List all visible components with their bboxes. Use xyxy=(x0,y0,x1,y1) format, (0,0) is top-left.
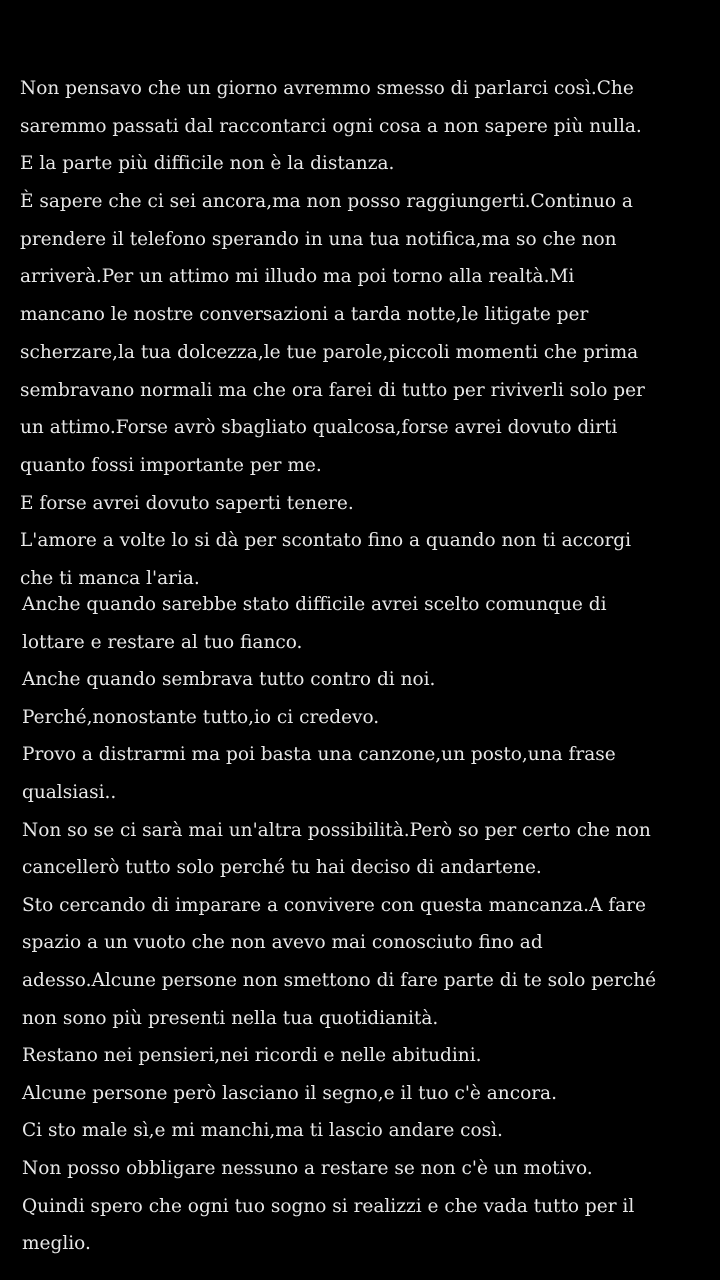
text-line: Provo a distrarmi ma poi basta una canzone,un posto,una frase xyxy=(22,744,616,766)
text-line: È sapere che ci sei ancora,ma non posso raggiungerti.Continuo a xyxy=(20,191,633,213)
text-line: Alcune persone però lasciano il segno,e il tuo c'è ancora. xyxy=(22,1082,557,1104)
text-line: Sto cercando di imparare a convivere con questa mancanza.A fare xyxy=(22,894,646,916)
text-line: Non so se ci sarà mai un'altra possibilità.Però so per certo che non xyxy=(22,819,651,841)
text-line: spazio a un vuoto che non avevo mai conosciuto fino ad xyxy=(22,932,543,954)
text-line: Quindi spero che ogni tuo sogno si realizzi e che vada tutto per il xyxy=(22,1195,635,1217)
text-line: non sono più presenti nella tua quotidianità. xyxy=(22,1007,439,1029)
text-line: Anche quando sembrava tutto contro di noi. xyxy=(22,669,436,691)
text-line: E la parte più difficile non è la distanza. xyxy=(20,153,395,175)
text-line: prendere il telefono sperando in una tua notifica,ma so che non xyxy=(20,228,617,250)
text-line: L'amore a volte lo si dà per scontato fino a quando non ti accorgi xyxy=(20,530,632,552)
text-block-1 xyxy=(20,70,710,598)
text-line: un attimo.Forse avrò sbagliato qualcosa,forse avrei dovuto dirti xyxy=(20,417,618,439)
text-line: Non pensavo che un giorno avremmo smesso di parlarci così.Che xyxy=(20,78,634,99)
text-line: Perché,nonostante tutto,io ci credevo. xyxy=(22,706,380,728)
text-line: meglio. xyxy=(22,1233,91,1255)
text-line: che ti manca l'aria. xyxy=(20,567,200,589)
text-line: Non posso obbligare nessuno a restare se non c'è un motivo. xyxy=(22,1157,593,1179)
text-line: mancano le nostre conversazioni a tarda notte,le litigate per xyxy=(20,304,589,326)
text-line: lottare e restare al tuo fianco. xyxy=(22,631,303,653)
text-block-2 xyxy=(22,586,712,1263)
text-line: sembravano normali ma che ora farei di tutto per riviverli solo per xyxy=(20,379,645,401)
text-line: Anche quando sarebbe stato difficile avrei scelto comunque di xyxy=(22,594,607,615)
text-line: Restano nei pensieri,nei ricordi e nelle abitudini. xyxy=(22,1045,482,1067)
text-line: adesso.Alcune persone non smettono di fare parte di te solo perché xyxy=(22,969,657,991)
text-line: arriverà.Per un attimo mi illudo ma poi torno alla realtà.Mi xyxy=(20,266,575,288)
text-line: Ci sto male sì,e mi manchi,ma ti lascio andare così. xyxy=(22,1120,503,1142)
text-line: saremmo passati dal raccontarci ogni cosa a non sapere più nulla. xyxy=(20,115,642,137)
text-line: E forse avrei dovuto saperti tenere. xyxy=(20,492,354,514)
text-line: quanto fossi importante per me. xyxy=(20,454,322,476)
text-line: qualsiasi.. xyxy=(22,781,117,803)
text-line: scherzare,la tua dolcezza,le tue parole,piccoli momenti che prima xyxy=(20,341,639,363)
text-line: cancellerò tutto solo perché tu hai deciso di andartene. xyxy=(22,857,542,879)
